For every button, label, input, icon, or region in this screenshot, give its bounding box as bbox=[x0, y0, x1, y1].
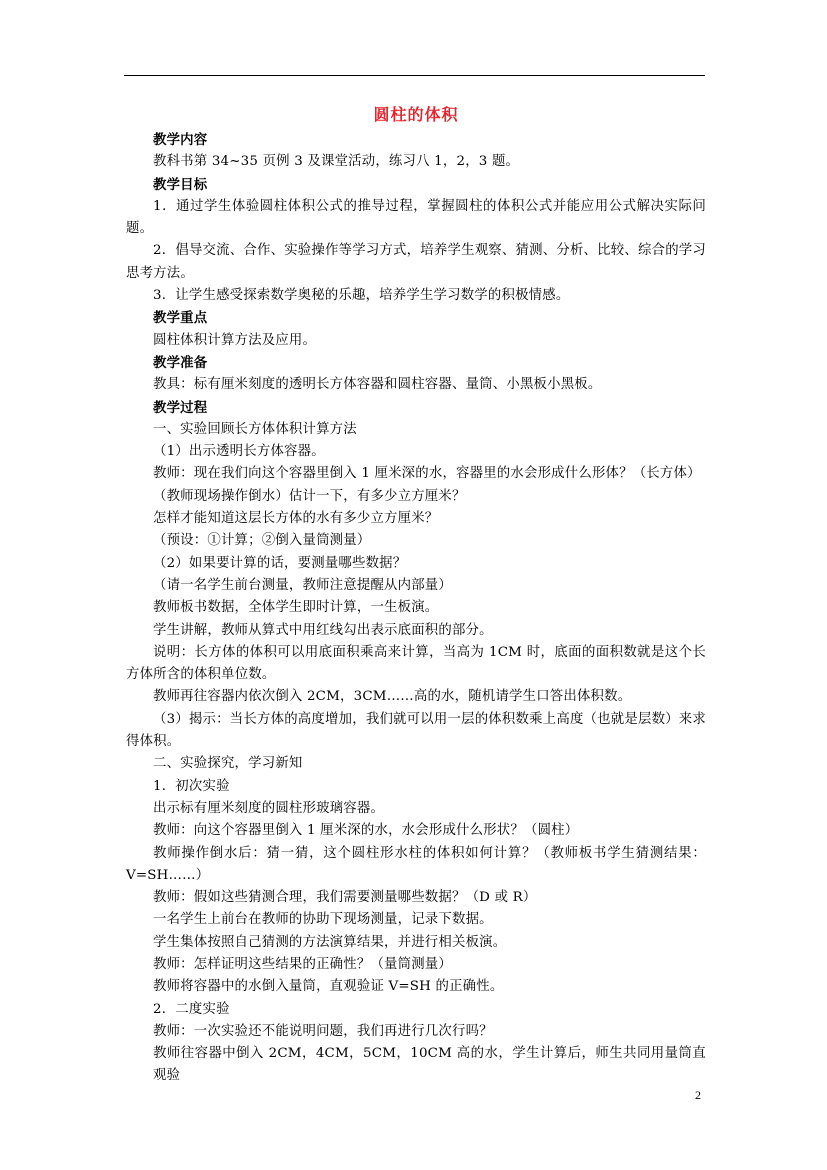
paragraph: 教师：怎样证明这些结果的正确性？（量筒测量） bbox=[153, 956, 452, 972]
section-heading: 教学过程 bbox=[153, 399, 208, 416]
paragraph: （2）如果要计算的话，要测量哪些数据？ bbox=[153, 555, 407, 571]
paragraph: 学生讲解，教师从算式中用红线勾出表示底面积的部分。 bbox=[153, 622, 493, 638]
paragraph: （教师现场操作倒水）估计一下，有多少立方厘米？ bbox=[153, 488, 466, 504]
document-title: 圆柱的体积 bbox=[373, 105, 459, 124]
paragraph: 教师：假如这些猜测合理，我们需要测量哪些数据？（D 或 R） bbox=[153, 890, 537, 906]
paragraph: 教师：向这个容器里倒入 1 厘米深的水，水会形成什么形状？（圆柱） bbox=[153, 823, 579, 839]
paragraph: 2．倡导交流、合作、实验操作等学习方式，培养学生观察、猜测、分析、比较、综合的学习思考方法。 bbox=[126, 243, 706, 281]
section-heading: 教学目标 bbox=[153, 176, 208, 193]
section-heading: 教学准备 bbox=[153, 354, 208, 371]
header-rule bbox=[124, 75, 705, 76]
document-body bbox=[126, 103, 706, 1088]
paragraph: 1．通过学生体验圆柱体积公式的推导过程，掌握圆柱的体积公式并能应用公式解决实际问题。 bbox=[126, 198, 706, 237]
paragraph: 二、实验探究，学习新知 bbox=[153, 756, 303, 772]
paragraph: 学生集体按照自己猜测的方法演算结果，并进行相关板演。 bbox=[153, 934, 507, 950]
paragraph: （预设：①计算；②倒入量筒测量） bbox=[153, 533, 371, 549]
paragraph: 1．初次实验 bbox=[153, 778, 230, 794]
paragraph: 教科书第 34~35 页例 3 及课堂活动，练习八 1，2，3 题。 bbox=[153, 154, 520, 170]
paragraph: 2．二度实验 bbox=[153, 1001, 230, 1017]
document-content bbox=[126, 129, 706, 1088]
paragraph: 教师：一次实验还不能说明问题，我们再进行几次行吗？ bbox=[153, 1023, 493, 1039]
paragraph: （3）揭示：当长方体的高度增加，我们就可以用一层的体积数乘上高度（也就是层数）来求得体积。 bbox=[126, 711, 706, 750]
section-heading: 教学内容 bbox=[153, 132, 208, 148]
paragraph: 教师往容器中倒入 2CM，4CM，5CM，10CM 高的水，学生计算后，师生共同用量筒直观验 bbox=[153, 1046, 706, 1084]
paragraph: 教师板书数据，全体学生即时计算，一生板演。 bbox=[153, 600, 439, 616]
paragraph: 教师：现在我们向这个容器里倒入 1 厘米深的水，容器里的水会形成什么形体？（长方体） bbox=[153, 466, 701, 482]
paragraph: 3．让学生感受探索数学奥秘的乐趣，培养学生学习数学的积极情感。 bbox=[153, 288, 570, 304]
section-heading: 教学重点 bbox=[153, 310, 208, 327]
paragraph: 说明：长方体的体积可以用底面积乘高来计算，当高为 1CM 时，底面的面积数就是这个长方体所含的体积单位数。 bbox=[126, 644, 706, 683]
page-number: 2 bbox=[695, 1088, 701, 1102]
paragraph: （请一名学生前台测量，教师注意提醒从内部量） bbox=[153, 577, 452, 593]
paragraph: 教师将容器中的水倒入量筒，直观验证 V=SH 的正确性。 bbox=[153, 979, 504, 995]
paragraph: 出示标有厘米刻度的圆柱形玻璃容器。 bbox=[153, 800, 385, 816]
paragraph: 教师再往容器内依次倒入 2CM，3CM……高的水，随机请学生口答出体积数。 bbox=[153, 689, 632, 705]
paragraph: 教具：标有厘米刻度的透明长方体容器和圆柱容器、量筒、小黑板小黑板。 bbox=[153, 377, 602, 393]
paragraph: 教师操作倒水后：猜一猜，这个圆柱形水柱的体积如何计算？（教师板书学生猜测结果：V=SH……） bbox=[126, 845, 706, 883]
paragraph: 怎样才能知道这层长方体的水有多少立方厘米？ bbox=[153, 511, 439, 527]
paragraph: 圆柱体积计算方法及应用。 bbox=[153, 332, 317, 348]
paragraph: 一、实验回顾长方体体积计算方法 bbox=[153, 421, 357, 437]
paragraph: （1）出示透明长方体容器。 bbox=[153, 444, 325, 460]
paragraph: 一名学生上前台在教师的协助下现场测量，记录下数据。 bbox=[153, 912, 493, 928]
